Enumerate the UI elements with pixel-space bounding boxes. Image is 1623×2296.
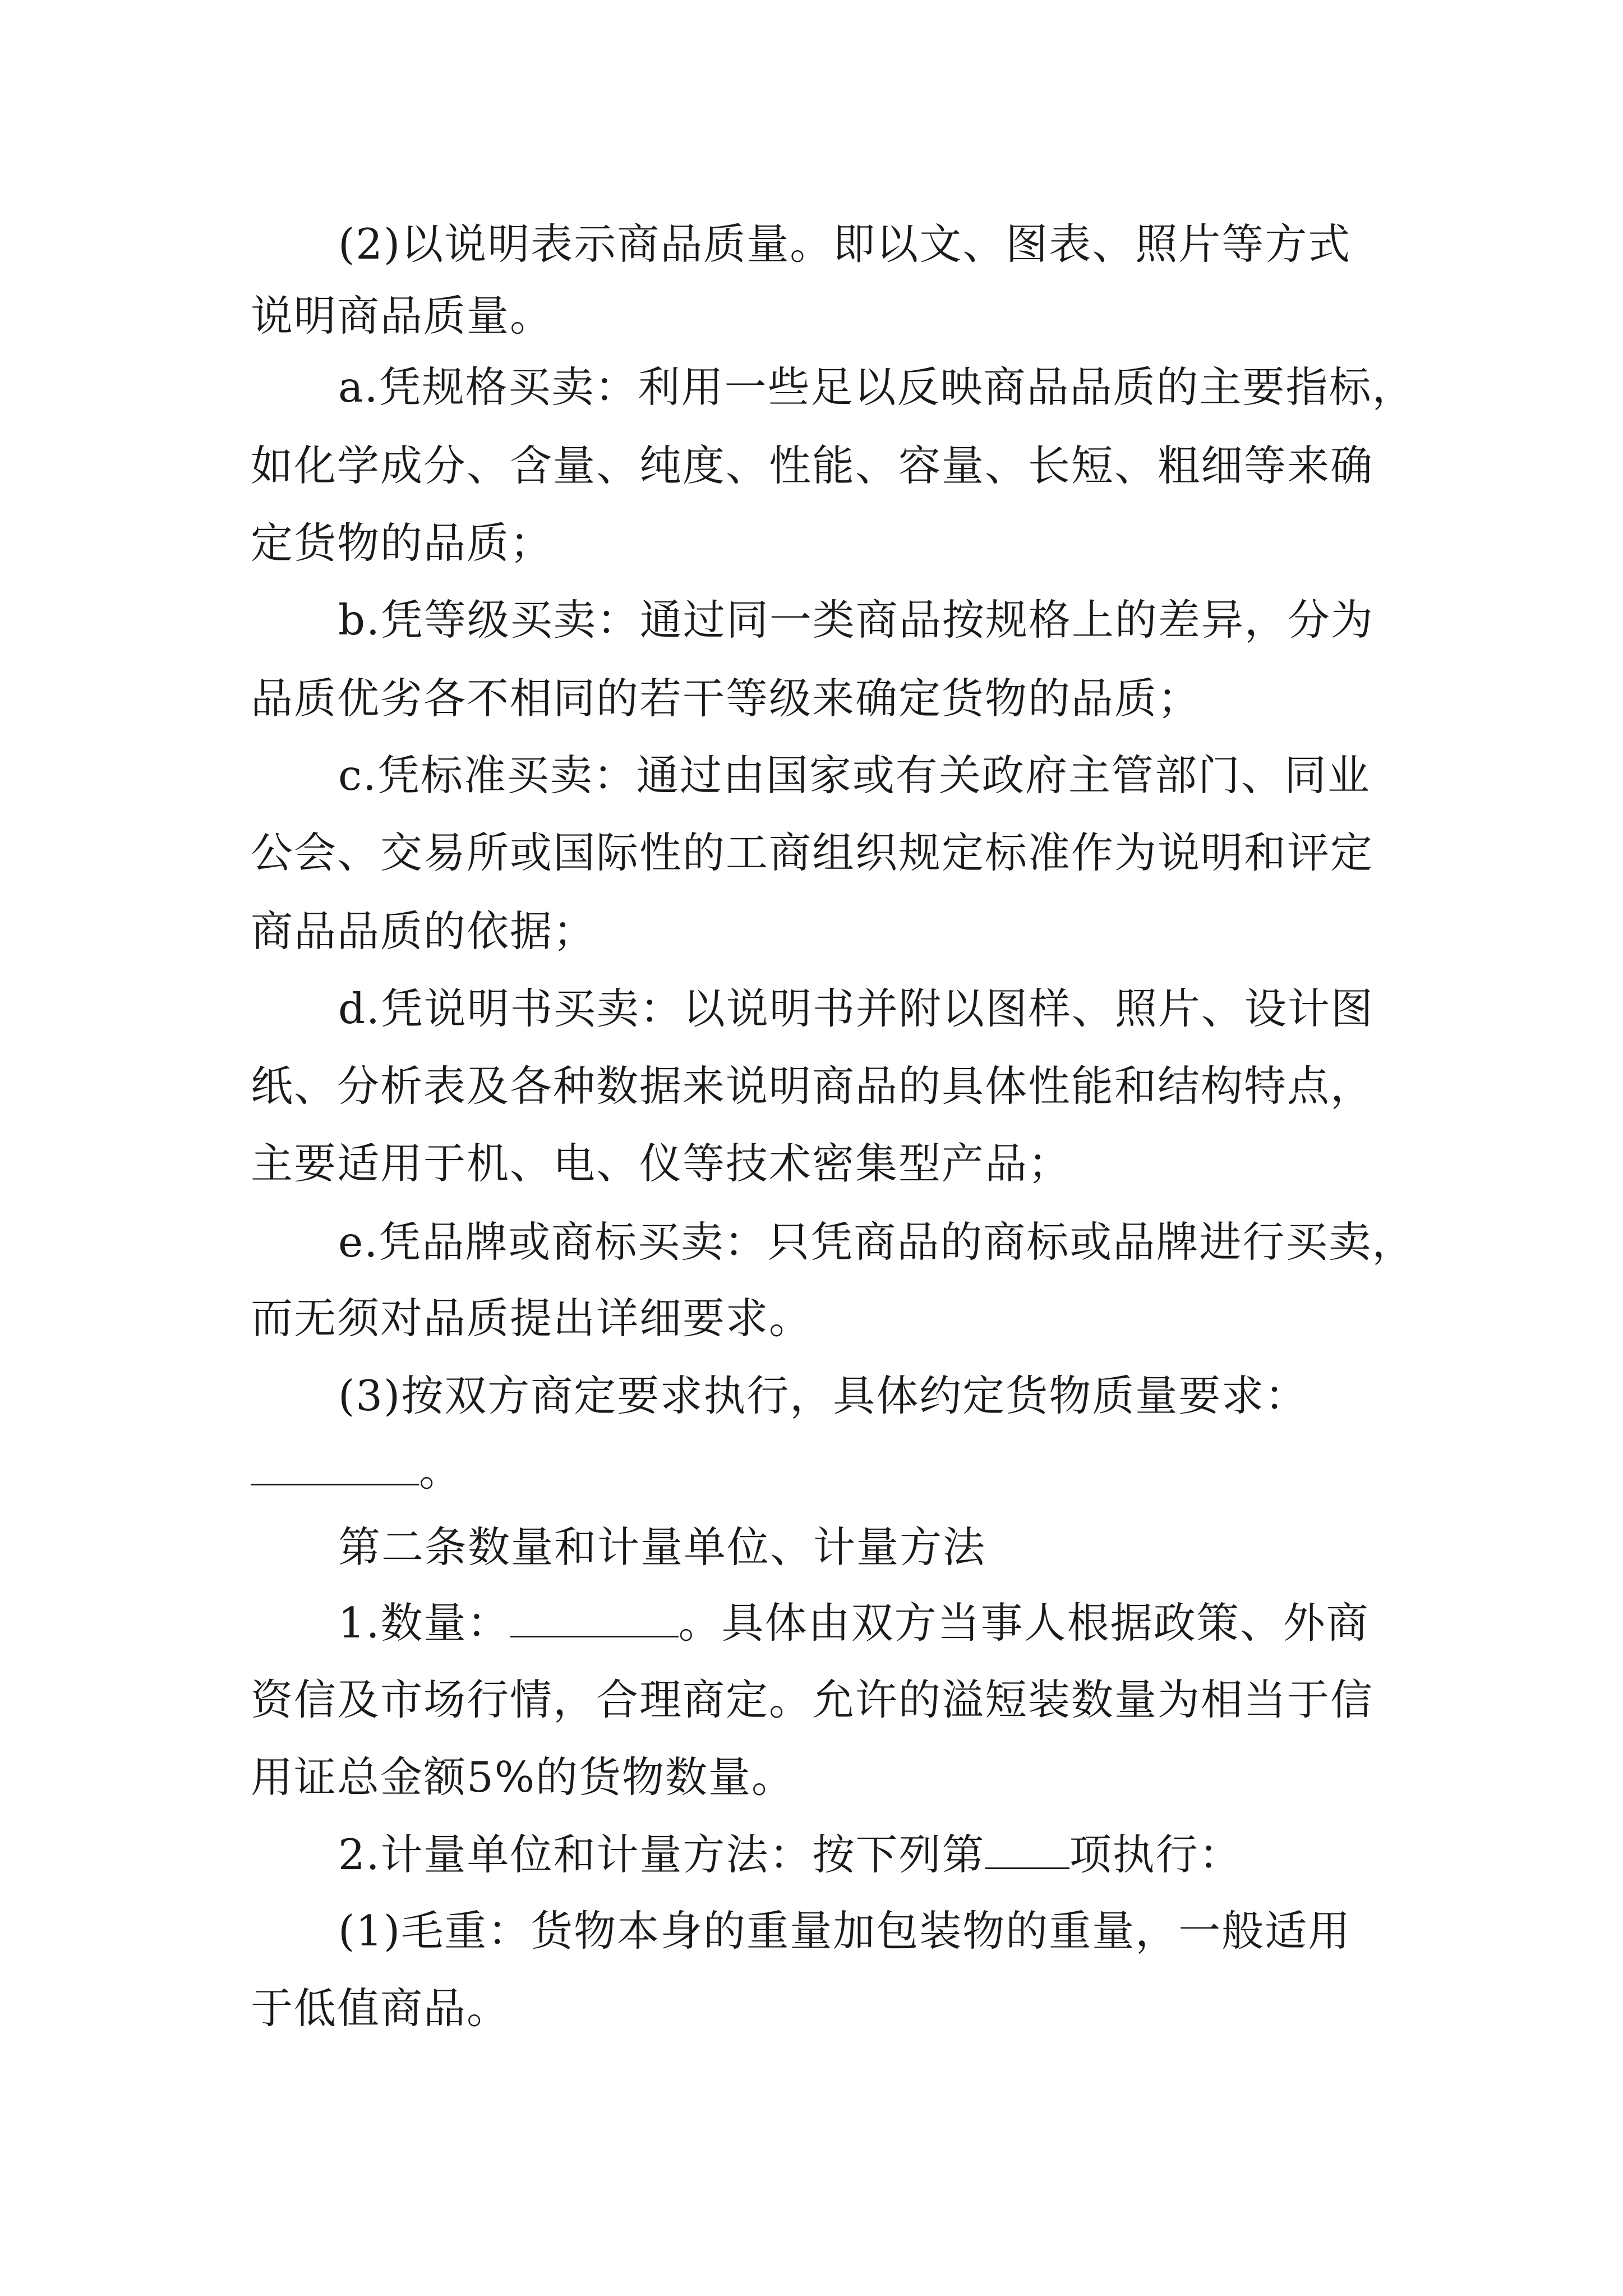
- quantity-label: 1.数量：: [338, 1598, 510, 1648]
- item-c-line2: 公会、交易所或国际性的工商组织规定标准作为说明和评定: [251, 828, 1374, 877]
- item-b-line1: b.凭等级买卖：通过同一类商品按规格上的差异，分为: [338, 595, 1374, 645]
- quantity-blank[interactable]: [510, 1596, 679, 1637]
- item-e-line1: e.凭品牌或商标买卖：只凭商品的商标或品牌进行买卖，: [338, 1217, 1415, 1267]
- item-a-line2: 如化学成分、含量、纯度、性能、容量、长短、粗细等来确: [251, 441, 1374, 490]
- item-number-blank[interactable]: [985, 1828, 1069, 1869]
- measurement-unit-prefix: 2.计量单位和计量方法：按下列第: [338, 1830, 985, 1879]
- item-d-line3: 主要适用于机、电、仪等技术密集型产品；: [251, 1139, 1072, 1188]
- item-e-line2: 而无须对品质提出详细要求。: [251, 1294, 813, 1343]
- item-a-line1: a.凭规格买卖：利用一些足以反映商品品质的主要指标，: [338, 362, 1415, 412]
- quantity-line3: 用证总金额5%的货物数量。: [251, 1752, 795, 1802]
- quality-requirement-blank[interactable]: [251, 1444, 419, 1485]
- measurement-unit-line: [338, 1826, 1242, 1883]
- quantity-line1: [338, 1595, 1370, 1651]
- item-c-line3: 商品品质的依据；: [251, 907, 597, 956]
- measurement-unit-suffix: 项执行：: [1069, 1830, 1242, 1879]
- gross-weight-line1: (1)毛重：货物本身的重量加包装物的重量，一般适用: [338, 1906, 1352, 1955]
- mutual-agreement-line2: [251, 1443, 462, 1499]
- gross-weight-line2: 于低值商品。: [251, 1984, 510, 2033]
- item-b-line2: 品质优劣各不相同的若干等级来确定货物的品质；: [251, 674, 1201, 723]
- mutual-agreement-period: 。: [419, 1446, 463, 1496]
- quantity-line2: 资信及市场行情，合理商定。允许的溢短装数量为相当于信: [251, 1675, 1374, 1724]
- quantity-rest: 。具体由双方当事人根据政策、外商: [678, 1598, 1370, 1648]
- mutual-agreement-line1: (3)按双方商定要求执行，具体约定货物质量要求：: [338, 1371, 1308, 1420]
- item-a-line3: 定货物的品质；: [251, 518, 554, 568]
- item-d-line2: 纸、分析表及各种数据来说明商品的具体性能和结构特点，: [251, 1061, 1374, 1111]
- item-d-line1: d.凭说明书买卖：以说明书并附以图样、照片、设计图: [338, 984, 1374, 1033]
- quality-desc-intro-line2: 说明商品质量。: [251, 291, 554, 341]
- item-c-line1: c.凭标准买卖：通过由国家或有关政府主管部门、同业: [338, 751, 1371, 800]
- quality-desc-intro-line1: (2)以说明表示商品质量。即以文、图表、照片等方式: [338, 219, 1352, 269]
- article-two-title: 第二条数量和计量单位、计量方法: [338, 1522, 986, 1572]
